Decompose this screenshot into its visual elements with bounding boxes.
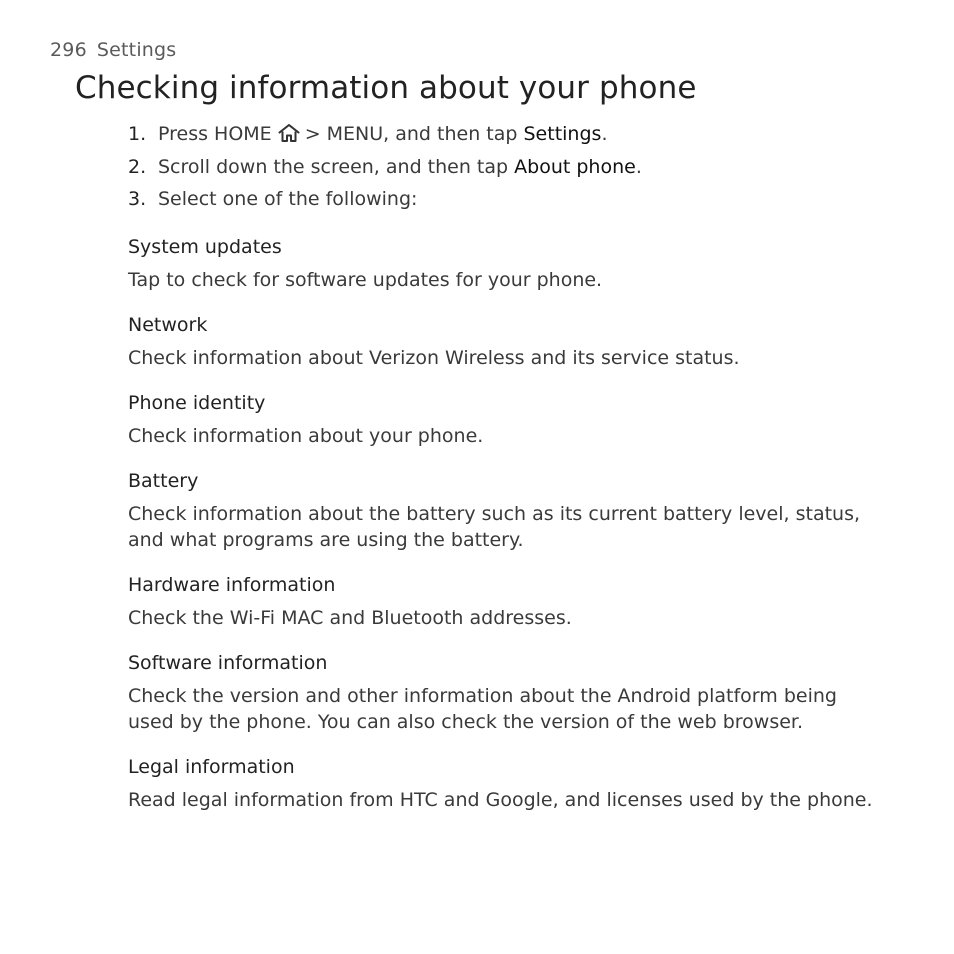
page-header	[50, 39, 176, 61]
option-description: Check information about Verizon Wireless and its service status.	[128, 347, 740, 369]
option-heading: Phone identity	[128, 392, 266, 414]
page-number: 296	[50, 39, 87, 61]
step-punctuation: .	[601, 123, 608, 145]
section-name: Settings	[96, 39, 177, 61]
step-item	[128, 121, 908, 154]
steps-list	[128, 121, 908, 219]
option-description: Read legal information from HTC and Google, and licenses used by the phone.	[128, 789, 873, 811]
option-heading: Network	[128, 314, 208, 336]
step-punctuation: .	[635, 155, 642, 178]
option-description: Check the version and other information about the Android platform being used by the phone. You can also check the version of the web browser.	[128, 685, 837, 733]
option-description: Check information about the battery such as its current battery level, status, and what programs are using the battery.	[128, 503, 861, 551]
option-legal-information	[128, 754, 878, 813]
option-heading: Battery	[128, 470, 199, 492]
option-phone-identity	[128, 390, 878, 449]
option-software-information	[128, 650, 878, 735]
option-heading: Legal information	[128, 756, 295, 778]
step-number: 1.	[128, 123, 147, 145]
step-item	[128, 154, 908, 187]
step-text: > MENU, and then tap	[304, 123, 518, 145]
step-text: Press HOME	[158, 123, 272, 145]
settings-label: Settings	[523, 123, 602, 145]
option-heading: Software information	[128, 652, 328, 674]
step-number: 2.	[128, 155, 147, 178]
option-description: Tap to check for software updates for your phone.	[128, 269, 603, 291]
step-text: Scroll down the screen, and then tap	[158, 155, 509, 178]
step-number: 3.	[128, 188, 147, 210]
home-icon	[277, 123, 301, 143]
option-heading: System updates	[128, 236, 282, 258]
option-description: Check information about your phone.	[128, 425, 484, 447]
about-phone-label: About phone	[514, 155, 636, 178]
option-battery	[128, 468, 878, 553]
options-list	[128, 234, 878, 832]
option-description: Check the Wi-Fi MAC and Bluetooth addresses.	[128, 607, 572, 629]
page-title: Checking information about your phone	[75, 70, 697, 106]
option-network	[128, 312, 878, 371]
option-heading: Hardware information	[128, 574, 336, 596]
option-system-updates	[128, 234, 878, 293]
option-hardware-information	[128, 572, 878, 631]
step-text: Select one of the following:	[158, 188, 418, 210]
step-item	[128, 186, 908, 219]
